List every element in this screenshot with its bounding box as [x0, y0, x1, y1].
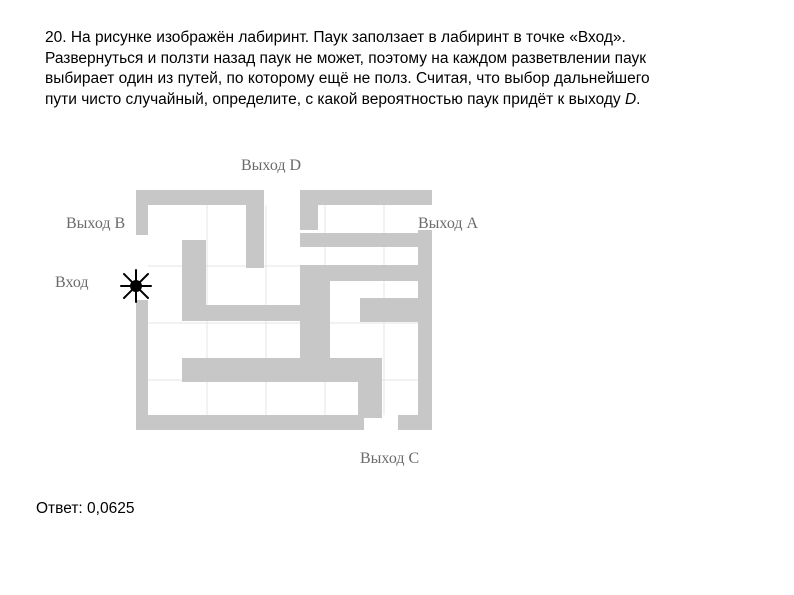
problem-line: Развернуться и ползти назад паук не может, поэтому на каждом разветвлении паук	[45, 49, 647, 67]
maze-wall	[136, 190, 148, 235]
maze-wall	[300, 305, 330, 365]
exit-variable: D	[624, 90, 637, 108]
maze-wall	[136, 415, 364, 430]
maze-walls	[136, 190, 432, 430]
maze-wall	[360, 298, 418, 322]
entrance-label: Вход	[55, 274, 89, 291]
exit-c-label: Выход С	[360, 450, 420, 467]
problem-line: 20. На рисунке изображён лабиринт. Паук заползает в лабиринт в точке «Вход».	[45, 29, 626, 46]
maze-wall	[358, 358, 382, 418]
maze-wall	[398, 415, 432, 430]
problem-line: выбирает один из путей, по которому ещё не полз. Считая, что выбор дальнейшего	[45, 70, 650, 87]
spider-body	[131, 281, 141, 291]
exit-d-label: Выход D	[241, 157, 302, 174]
maze-wall	[300, 190, 318, 230]
maze-wall	[300, 190, 432, 205]
maze-wall	[136, 300, 148, 430]
answer-text: Ответ: 0,0625	[36, 500, 135, 517]
maze-wall	[182, 358, 382, 382]
maze-wall	[418, 230, 432, 430]
exit-a-label: Выход А	[418, 215, 479, 232]
maze-wall	[300, 233, 418, 247]
maze-wall	[246, 190, 264, 268]
problem-line-end: .	[636, 90, 641, 108]
spider-icon	[121, 270, 151, 302]
problem-line-text: пути чисто случайный, определите, с какой вероятностью паук придёт к выходу	[45, 90, 625, 108]
exit-b-label: Выход В	[66, 215, 126, 232]
maze-wall	[136, 190, 264, 205]
